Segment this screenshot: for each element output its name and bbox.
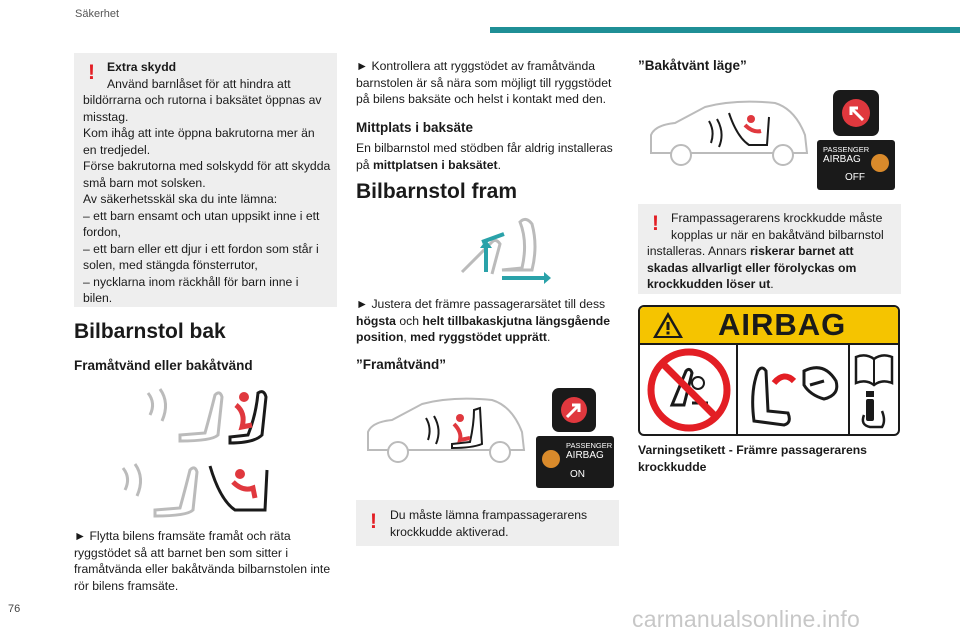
middle-seat-heading: Mittplats i baksäte: [356, 120, 474, 135]
text-span: installeras. Annars: [647, 244, 750, 258]
badge-line: PASSENGER: [823, 145, 870, 154]
adjust-seat-instruction: [356, 296, 621, 346]
airbag-face-icon: [871, 154, 889, 172]
page-number: 76: [8, 603, 21, 615]
text-bold: mittplatsen i baksätet: [372, 157, 498, 172]
instruction-line: framåtvända eller bakåtvända bilbarnstolen inte: [74, 562, 331, 576]
warning-line: fordon,: [83, 225, 121, 239]
text-bold: position: [356, 330, 404, 344]
warning-line: Du måste lämna frampassagerarens: [390, 508, 588, 522]
watermark: carmanualsonline.info: [632, 606, 860, 632]
instruction-line: ► Kontrollera att ryggstödet av framåtvända: [356, 59, 596, 73]
warning-line: små barn mot solsken.: [83, 175, 206, 190]
badge-line: AIRBAG: [823, 154, 861, 165]
warning-triangle-icon: [652, 311, 684, 339]
warning-line: – ett barn ensamt och utan uppsikt inne i ett: [83, 208, 320, 223]
caption-line: krockkudde: [638, 459, 707, 474]
text-span: .: [546, 330, 551, 344]
airbag-on-symbol: [552, 388, 596, 432]
text-bold: med ryggstödet upprätt: [410, 330, 547, 344]
forward-seat-illustration: [140, 385, 275, 445]
move-seat-instruction: [74, 528, 339, 594]
caption-line: Varningsetikett - Främre passagerarens: [638, 443, 867, 457]
text-span: .: [497, 157, 501, 172]
extra-protection-warning: [74, 53, 337, 307]
warning-icon: !: [88, 61, 95, 84]
passenger-airbag-on-badge: [536, 436, 614, 488]
car-rearward-seat-illustration: [645, 95, 815, 170]
instruction-line: ryggstödet så att barnet ben som sitter i: [74, 545, 289, 560]
warning-line: – ett barn eller ett djur i ett fordon som står i: [83, 241, 319, 256]
passenger-airbag-off-badge: [817, 140, 895, 190]
airbag-off-symbol: [833, 90, 879, 136]
warning-line: misstag.: [83, 109, 129, 124]
label-divider: [848, 343, 850, 436]
section-title: Säkerhet: [75, 8, 120, 20]
deactivate-airbag-warning: [638, 204, 901, 294]
label-title: AIRBAG: [718, 307, 847, 342]
label-header: [640, 307, 898, 345]
seat-adjust-illustration: [452, 212, 552, 284]
instruction-line: barnstolen är så nära som möjligt till ryggstödet: [356, 75, 612, 90]
warning-line: Använd barnlåset för att hindra att: [107, 76, 291, 91]
label-divider: [736, 343, 738, 436]
warning-line: en tredjedel.: [83, 142, 151, 157]
warning-line: Förse bakrutorna med solskydd för att skydda: [83, 159, 331, 173]
airbag-on-icon: [552, 388, 596, 432]
instruction-line: på bilens baksäte och helst i kontakt med den.: [356, 92, 606, 106]
warning-line: solen, med stängda fönsterrutor,: [83, 258, 258, 272]
front-child-seat-heading: Bilbarnstol fram: [356, 180, 518, 203]
forward-facing-heading: ”Framåtvänd”: [356, 357, 447, 372]
text-span: .: [770, 277, 774, 291]
warning-line: Kom ihåg att inte öppna bakrutorna mer än: [83, 126, 315, 140]
instruction-line: rör bilens framsäte.: [74, 578, 179, 593]
text-bold: skadas allvarligt eller förolyckas om: [647, 260, 857, 275]
header-accent-bar: [490, 27, 960, 33]
warning-line: Frampassagerarens krockkudde måste: [671, 211, 883, 225]
instruction-line: ► Justera det främre passagerarsätet till dess: [356, 297, 606, 311]
rear-child-seat-heading: Bilbarnstol bak: [74, 320, 226, 343]
badge-state: OFF: [845, 172, 865, 183]
rearward-seat-illustration: [115, 460, 275, 520]
text-bold: riskerar barnet att: [749, 244, 854, 258]
text-span: på: [356, 157, 373, 172]
keep-airbag-active-warning: [356, 500, 619, 546]
forward-or-rearward-subheading: Framåtvänd eller bakåtvänd: [74, 358, 253, 373]
warning-icon: !: [652, 212, 659, 235]
warning-line: bildörrarna och rutorna i baksätet öppnas av: [83, 93, 322, 107]
airbag-off-icon: [833, 90, 879, 136]
instruction-line: ► Flytta bilens framsäte framåt och räta: [74, 529, 291, 543]
badge-line: AIRBAG: [566, 450, 604, 461]
rearward-facing-heading: ”Bakåtvänt läge”: [638, 58, 747, 73]
read-manual-icon: [854, 351, 894, 431]
warning-icon: !: [370, 510, 377, 533]
text-bold: krockkudden löser ut: [647, 277, 771, 291]
text-bold: helt tillbakaskjutna längsgående: [422, 313, 610, 328]
car-forward-seat-illustration: [362, 392, 532, 467]
label-caption: [638, 442, 903, 475]
warning-title: Extra skydd: [107, 60, 177, 74]
airbag-warning-label: [638, 305, 900, 436]
check-backrest-instruction: [356, 58, 621, 108]
warning-line: kopplas ur när en bakåtvänd bilbarnstol: [671, 227, 884, 242]
text-span: ,: [403, 330, 411, 344]
no-rear-seat-icon: [646, 347, 732, 433]
warning-line: Av säkerhetsskäl ska du inte lämna:: [83, 192, 278, 206]
text-line: En bilbarnstol med stödben får aldrig installeras: [356, 141, 613, 155]
text-bold: högsta: [356, 313, 396, 328]
warning-line: bilen.: [83, 291, 113, 305]
airbag-face-icon: [542, 450, 560, 468]
badge-line: PASSENGER: [566, 441, 613, 450]
badge-state: ON: [570, 469, 585, 480]
middle-seat-text: [356, 140, 621, 173]
warning-line: – nycklarna inom räckhåll för barn inne i: [83, 274, 299, 289]
warning-line: krockkudde aktiverad.: [390, 524, 509, 539]
text-span: och: [395, 313, 423, 328]
airbag-deploy-icon: [744, 351, 844, 431]
